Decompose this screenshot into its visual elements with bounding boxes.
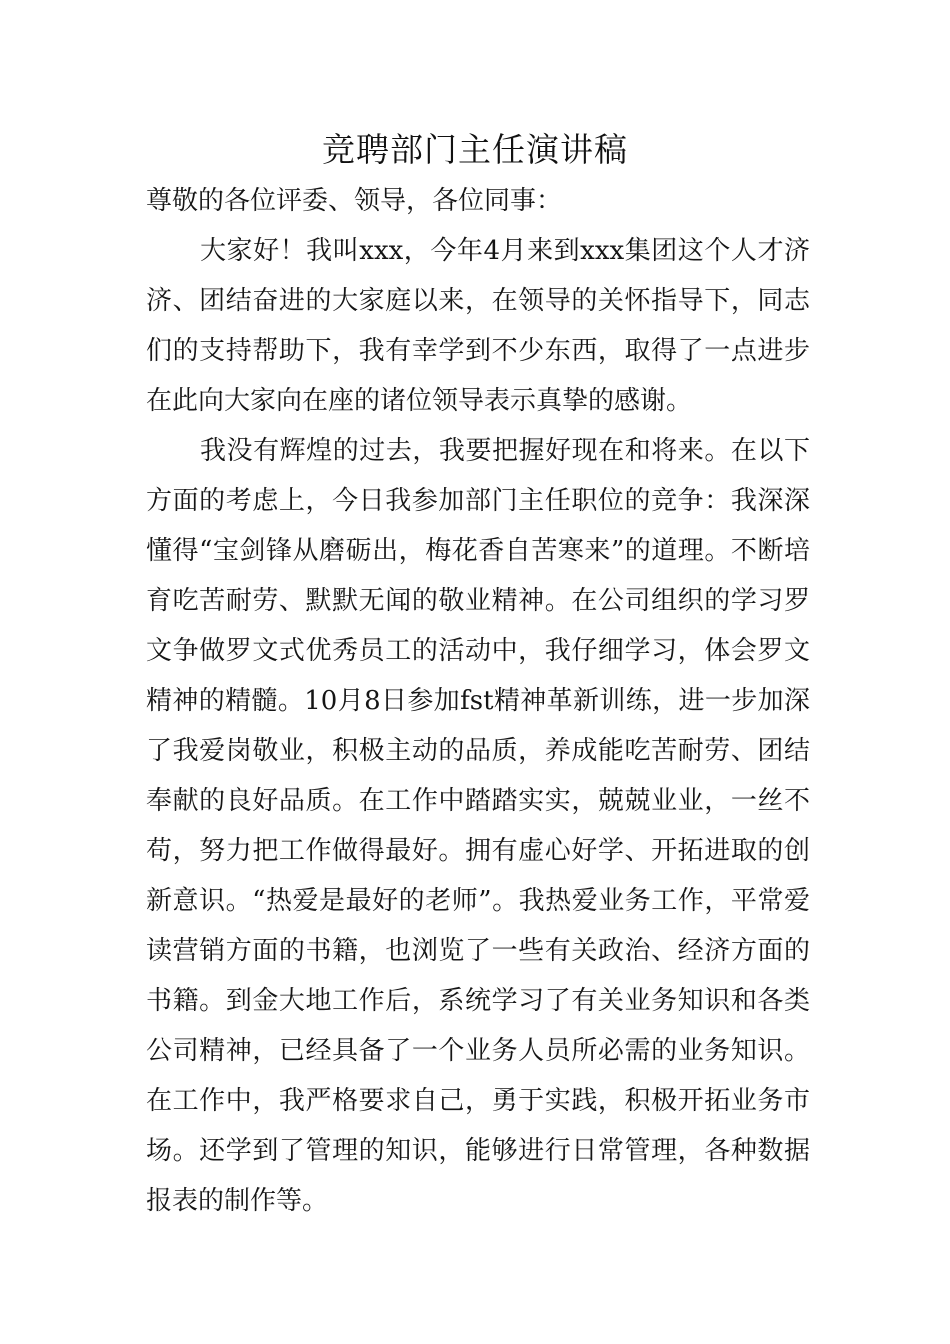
document-body [146,176,810,1226]
paragraph-1: 大家好！我叫xxx，今年4月来到xxx集团这个人才济济、团结奋进的大家庭以来，在领导的关怀指导下，同志们的支持帮助下，我有幸学到不少东西，取得了一点进步在此向大家向在座的诸位领导表示真挚的感谢。 [146,236,810,416]
salutation: 尊敬的各位评委、领导，各位同事： [146,186,563,216]
paragraph-2: 我没有辉煌的过去，我要把握好现在和将来。在以下方面的考虑上，今日我参加部门主任职位的竞争：我深深懂得“宝剑锋从磨砺出，梅花香自苦寒来”的道理。不断培育吃苦耐劳、默默无闻的敬业精神。在公司组织的学习罗文争做罗文式优秀员工的活动中，我仔细学习，体会罗文精神的精髓。10月8日参加fst精神革新训练，进一步加深了我爱岗敬业，积极主动的品质，养成能吃苦耐劳、团结奉献的良好品质。在工作中踏踏实实，兢兢业业，一丝不苟，努力把工作做得最好。拥有虚心好学、开拓进取的创新意识。“热爱是最好的老师”。我热爱业务工作，平常爱读营销方面的书籍，也浏览了一些有关政治、经济方面的书籍。到金大地工作后，系统学习了有关业务知识和各类公司精神，已经具备了一个业务人员所必需的业务知识。在工作中，我严格要求自己，勇于实践，积极开拓业务市场。还学到了管理的知识，能够进行日常管理，各种数据报表的制作等。 [146,436,810,1216]
document-title: 竞聘部门主任演讲稿 [322,130,628,169]
